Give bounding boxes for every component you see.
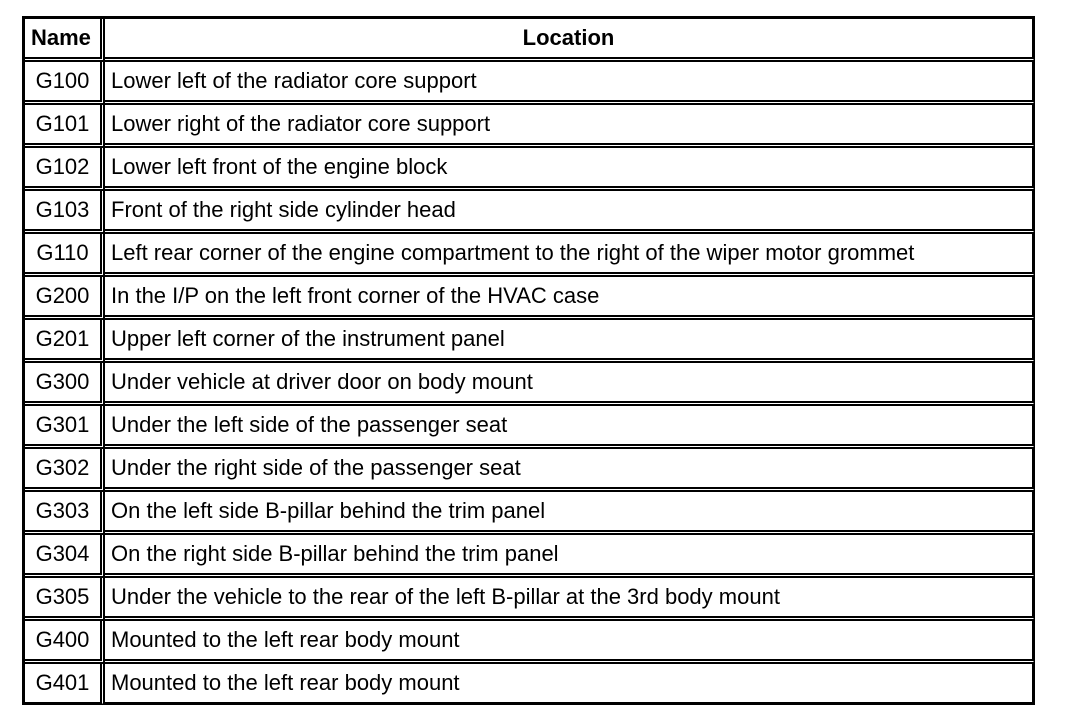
cell-location: Lower left front of the engine block (105, 148, 1035, 191)
cell-location: On the right side B-pillar behind the trim panel (105, 535, 1035, 578)
cell-location: Upper left corner of the instrument panel (105, 320, 1035, 363)
cell-name: G102 (25, 148, 105, 191)
table-row (25, 148, 1035, 191)
cell-name: G100 (25, 62, 105, 105)
table-row (25, 105, 1035, 148)
ground-locations-table (22, 16, 1035, 705)
cell-location: Under the left side of the passenger seat (105, 406, 1035, 449)
cell-location: Lower right of the radiator core support (105, 105, 1035, 148)
column-header-location: Location (105, 19, 1035, 62)
cell-name: G304 (25, 535, 105, 578)
table-row (25, 621, 1035, 664)
cell-name: G303 (25, 492, 105, 535)
table-row (25, 191, 1035, 234)
table-row (25, 406, 1035, 449)
table-row (25, 664, 1035, 705)
cell-location: In the I/P on the left front corner of the HVAC case (105, 277, 1035, 320)
table-row (25, 62, 1035, 105)
table-row (25, 578, 1035, 621)
cell-name: G401 (25, 664, 105, 705)
cell-location: Mounted to the left rear body mount (105, 621, 1035, 664)
cell-location: Front of the right side cylinder head (105, 191, 1035, 234)
table-row (25, 449, 1035, 492)
table-row (25, 492, 1035, 535)
cell-location: Under the vehicle to the rear of the left B-pillar at the 3rd body mount (105, 578, 1035, 621)
table-header-row (25, 19, 1035, 62)
cell-name: G101 (25, 105, 105, 148)
cell-name: G302 (25, 449, 105, 492)
cell-location: Under the right side of the passenger seat (105, 449, 1035, 492)
column-header-name: Name (25, 19, 105, 62)
cell-name: G301 (25, 406, 105, 449)
cell-name: G400 (25, 621, 105, 664)
cell-location: Mounted to the left rear body mount (105, 664, 1035, 705)
cell-location: Left rear corner of the engine compartment to the right of the wiper motor grommet (105, 234, 1035, 277)
cell-name: G300 (25, 363, 105, 406)
cell-name: G103 (25, 191, 105, 234)
ground-locations-table-container (22, 16, 1032, 705)
table-row (25, 320, 1035, 363)
cell-location: Under vehicle at driver door on body mount (105, 363, 1035, 406)
cell-name: G200 (25, 277, 105, 320)
cell-location: Lower left of the radiator core support (105, 62, 1035, 105)
cell-location: On the left side B-pillar behind the trim panel (105, 492, 1035, 535)
cell-name: G305 (25, 578, 105, 621)
cell-name: G110 (25, 234, 105, 277)
table-row (25, 234, 1035, 277)
table-row (25, 277, 1035, 320)
table-row (25, 535, 1035, 578)
cell-name: G201 (25, 320, 105, 363)
table-row (25, 363, 1035, 406)
